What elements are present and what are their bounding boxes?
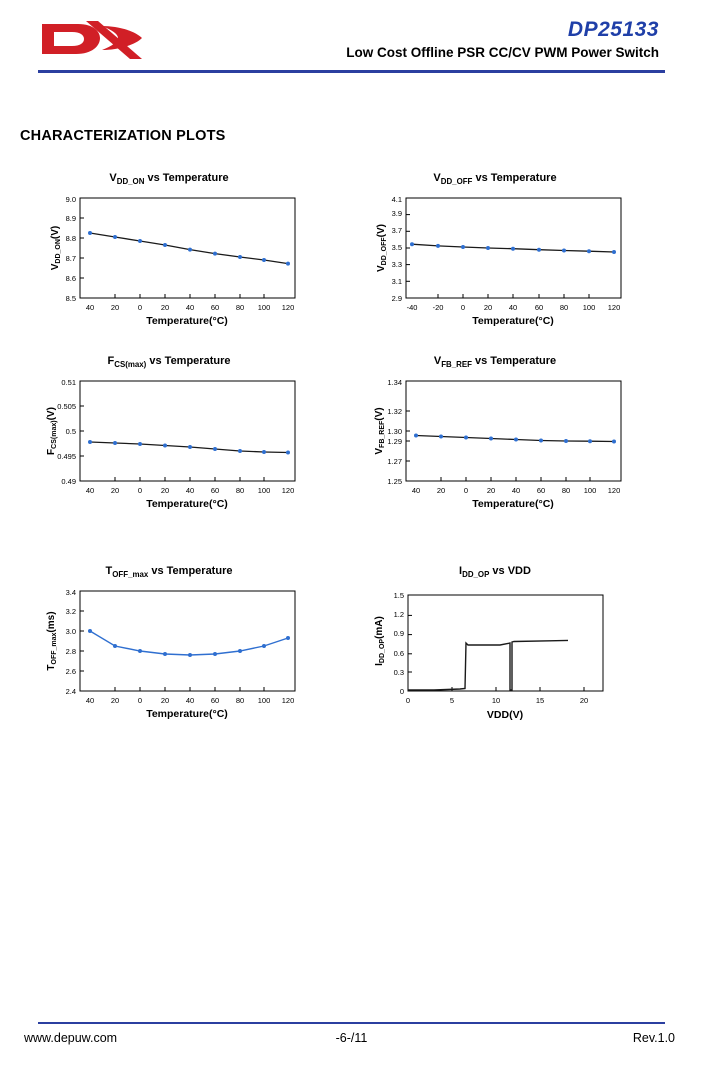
depuw-logo — [38, 18, 148, 62]
svg-text:40: 40 — [411, 486, 421, 495]
svg-text:TOFF_max(ms): $T_{OFF\_max}(ms)$ — [46, 611, 58, 671]
chart-title: $F_{CS(max)}$ vs Temperature — [107, 355, 231, 370]
svg-text:2.9: 2.9 — [391, 294, 402, 303]
svg-text:4.1: 4.1 — [391, 195, 402, 204]
svg-text:3.1: 3.1 — [391, 277, 402, 286]
chart-plot — [350, 371, 640, 511]
svg-text:0.6: 0.6 — [393, 649, 404, 658]
svg-text:2.6: 2.6 — [65, 667, 76, 676]
svg-text:3.4: 3.4 — [65, 588, 76, 597]
svg-text:-40: -40 — [406, 303, 418, 312]
svg-text:Temperature(°C): Temperature(°C) — [146, 498, 228, 510]
footer-divider — [38, 1022, 665, 1024]
svg-text:IDD_OP(mA): $I_{DD\_OP}(mA)$ — [374, 616, 386, 666]
svg-text:20: 20 — [110, 696, 120, 705]
svg-text:0.51: 0.51 — [61, 378, 76, 387]
svg-text:60: 60 — [536, 486, 546, 495]
chart-title: $V_{DD\_OFF}$ vs Temperature — [433, 172, 557, 187]
chart-plot — [24, 581, 314, 726]
svg-text:3.9: 3.9 — [391, 209, 402, 218]
svg-text:3.7: 3.7 — [391, 226, 402, 235]
svg-text:Temperature(°C): Temperature(°C) — [472, 315, 554, 327]
svg-text:40: 40 — [511, 486, 521, 495]
svg-text:-20: -20 — [432, 303, 444, 312]
svg-text:60: 60 — [210, 486, 220, 495]
svg-text:0: 0 — [137, 303, 143, 312]
svg-text:1.25: 1.25 — [387, 477, 402, 486]
svg-text:20: 20 — [110, 303, 120, 312]
page-title: CHARACTERIZATION PLOTS — [20, 128, 226, 144]
chart-plot — [24, 188, 314, 328]
svg-text:Temperature(°C): Temperature(°C) — [146, 708, 228, 720]
svg-text:40: 40 — [185, 696, 195, 705]
svg-text:20: 20 — [483, 303, 493, 312]
svg-text:8.8: 8.8 — [65, 234, 76, 243]
svg-text:80: 80 — [235, 303, 245, 312]
svg-text:20: 20 — [436, 486, 446, 495]
svg-text:8.6: 8.6 — [65, 274, 76, 283]
chart-toff-max-vs-temperature — [24, 565, 314, 720]
svg-text:120: 120 — [281, 303, 295, 312]
svg-text:1.34: 1.34 — [387, 378, 402, 387]
svg-text:0.5: 0.5 — [65, 427, 76, 436]
svg-text:20: 20 — [160, 303, 170, 312]
chart-vdd-off-vs-temperature — [350, 172, 640, 327]
svg-text:40: 40 — [85, 696, 95, 705]
svg-text:8.7: 8.7 — [65, 254, 76, 263]
svg-text:20: 20 — [110, 486, 120, 495]
svg-text:0.9: 0.9 — [393, 629, 404, 638]
svg-text:120: 120 — [281, 486, 295, 495]
svg-text:8.5: 8.5 — [65, 294, 76, 303]
svg-text:100: 100 — [582, 303, 596, 312]
svg-text:8.9: 8.9 — [65, 214, 76, 223]
svg-text:20: 20 — [579, 696, 589, 705]
svg-text:1.30: 1.30 — [387, 427, 402, 436]
svg-text:0.495: 0.495 — [57, 452, 76, 461]
svg-text:60: 60 — [210, 303, 220, 312]
chart-vfb-ref-vs-temperature — [350, 355, 640, 510]
chart-title: $T_{OFF\_max}$ vs Temperature — [105, 565, 233, 580]
svg-text:0.49: 0.49 — [61, 477, 76, 486]
svg-text:15: 15 — [535, 696, 545, 705]
svg-text:80: 80 — [559, 303, 569, 312]
svg-text:100: 100 — [257, 696, 271, 705]
document-part-number: DP25133 — [567, 18, 659, 41]
svg-text:9.0: 9.0 — [65, 195, 76, 204]
chart-plot — [350, 581, 640, 726]
chart-fcs-max-vs-temperature — [24, 355, 314, 510]
svg-text:VDD_OFF(V): $V_{DD\_OFF}(V)$ — [376, 223, 388, 273]
svg-text:40: 40 — [508, 303, 518, 312]
svg-text:20: 20 — [160, 696, 170, 705]
svg-text:120: 120 — [607, 486, 621, 495]
svg-text:80: 80 — [561, 486, 571, 495]
chart-title: $V_{FB\_REF}$ vs Temperature — [433, 355, 557, 370]
svg-text:5: 5 — [449, 696, 455, 705]
svg-text:100: 100 — [257, 303, 271, 312]
svg-text:80: 80 — [235, 486, 245, 495]
svg-text:80: 80 — [235, 696, 245, 705]
svg-text:3.0: 3.0 — [65, 627, 76, 636]
footer-page-number: -6-/11 — [335, 1031, 368, 1045]
svg-text:VDD(V): VDD(V) — [486, 709, 524, 721]
svg-text:120: 120 — [281, 696, 295, 705]
svg-text:10: 10 — [491, 696, 501, 705]
footer-website[interactable]: www.depuw.com — [24, 1031, 118, 1045]
svg-text:1.29: 1.29 — [387, 437, 402, 446]
document-subtitle: Low Cost Offline PSR CC/CV PWM Power Switch — [346, 45, 659, 60]
chart-plot — [350, 188, 640, 328]
svg-text:2.8: 2.8 — [65, 647, 76, 656]
svg-text:0: 0 — [460, 303, 466, 312]
svg-text:3.2: 3.2 — [65, 607, 76, 616]
svg-text:0: 0 — [399, 687, 404, 696]
svg-text:FCS(max)(V): $F_{CS(max)}(V)$ — [46, 407, 58, 455]
svg-text:40: 40 — [85, 303, 95, 312]
svg-text:100: 100 — [257, 486, 271, 495]
svg-text:VFB_REF(V): $V_{FB\_REF}(V)$ — [374, 407, 386, 455]
footer-revision: Rev.1.0 — [632, 1031, 675, 1045]
svg-text:1.2: 1.2 — [393, 610, 404, 619]
svg-text:1.32: 1.32 — [387, 407, 402, 416]
chart-title: $I_{DD\_OP}$ vs VDD — [459, 565, 531, 580]
svg-text:3.5: 3.5 — [391, 243, 402, 252]
svg-text:0: 0 — [137, 696, 143, 705]
chart-plot — [24, 371, 314, 511]
svg-text:60: 60 — [210, 696, 220, 705]
svg-text:3.3: 3.3 — [391, 260, 402, 269]
chart-title: $V_{DD\_ON}$ vs Temperature — [109, 172, 229, 187]
header-divider — [38, 70, 665, 73]
svg-text:0: 0 — [463, 486, 469, 495]
chart-vdd-on-vs-temperature — [24, 172, 314, 327]
svg-text:0.505: 0.505 — [57, 402, 76, 411]
svg-text:0.3: 0.3 — [393, 668, 404, 677]
svg-text:1.27: 1.27 — [387, 457, 402, 466]
chart-idd-op-vs-vdd — [350, 565, 640, 720]
svg-text:0: 0 — [137, 486, 143, 495]
svg-text:1.5: 1.5 — [393, 591, 404, 600]
svg-text:60: 60 — [534, 303, 544, 312]
svg-text:Temperature(°C): Temperature(°C) — [472, 498, 554, 510]
page-footer — [0, 1028, 703, 1054]
svg-text:VDD_ON(V): $V_{DD\_ON}(V)$ — [50, 225, 62, 271]
page-header — [0, 0, 703, 80]
svg-text:40: 40 — [85, 486, 95, 495]
svg-text:40: 40 — [185, 486, 195, 495]
svg-text:0: 0 — [405, 696, 411, 705]
svg-text:Temperature(°C): Temperature(°C) — [146, 315, 228, 327]
svg-text:2.4: 2.4 — [65, 687, 76, 696]
svg-text:20: 20 — [486, 486, 496, 495]
svg-text:40: 40 — [185, 303, 195, 312]
svg-text:100: 100 — [583, 486, 597, 495]
svg-text:120: 120 — [607, 303, 621, 312]
svg-text:20: 20 — [160, 486, 170, 495]
